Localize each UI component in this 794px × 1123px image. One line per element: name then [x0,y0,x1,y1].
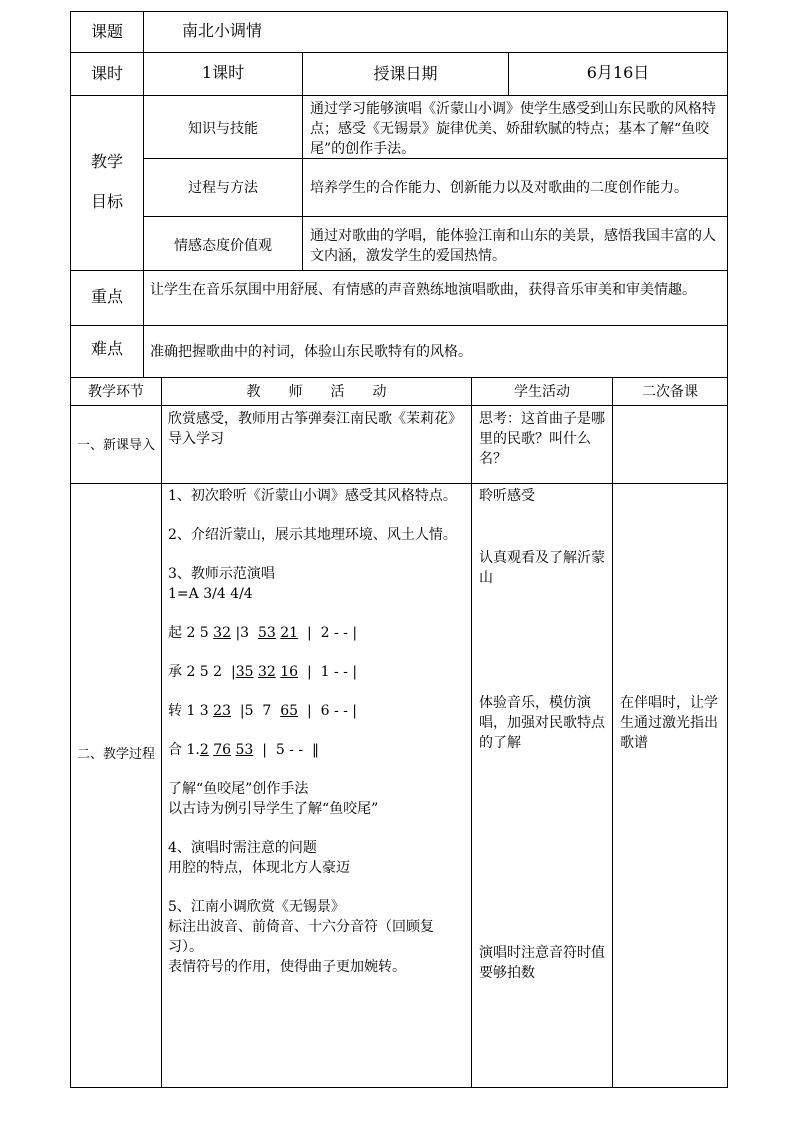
hline-6 [70,325,728,326]
activity-3-title: 3、教师示范演唱 [168,566,275,582]
score-line-qi: 起 2 5 32 |3 53 21 | 2 - - | [168,625,358,641]
score-line-cheng: 承 2 5 2 |35 32 16 | 1 - - | [168,664,358,680]
knowledge-label: 知识与技能 [188,121,258,137]
hline-9 [70,483,728,484]
key-point-label: 重点 [90,287,123,306]
activity-5-text1: 标注出波音、前倚音、十六分音符（回顾复习）。 [168,919,434,955]
stage2-name: 二、教学过程 [76,747,155,762]
hours-label: 课时 [90,64,123,83]
process-text: 培养学生的合作能力、创新能力以及对歌曲的二度创作能力。 [310,180,688,196]
second-preparation-note: 在伴唱时，让学生通过激光指出歌谱 [620,695,718,751]
column-student: 学生活动 [514,384,570,400]
hline-4 [143,216,728,217]
stage1-teacher: 欣赏感受，教师用古筝弹奏江南民歌《茉莉花》导入学习 [168,411,462,447]
difficulty-label: 难点 [90,339,123,358]
hline-1 [70,52,728,53]
activity-4-text: 用腔的特点，体现北方人豪迈 [168,860,350,876]
activity-5-text2: 表情符号的作用，使得曲子更加婉转。 [168,959,406,975]
score-line-zhuan: 转 1 3 23 |5 7 65 | 6 - - | [168,703,358,719]
activity-2: 2、介绍沂蒙山，展示其地理环境、风土人情。 [168,527,457,543]
activity-4-title: 4、演唱时需注意的问题 [168,840,317,856]
emotion-text: 通过对歌曲的学唱，能体验江南和山东的美景，感悟我国丰富的人文内涵，激发学生的爱国热情。 [310,228,716,264]
table-border-right-lower [727,378,728,1088]
hline-7 [70,377,728,378]
hline-bottom [70,1087,728,1088]
table-border-left [70,11,71,1088]
vline-objectives [302,95,303,271]
emotion-label: 情感态度价值观 [174,238,272,254]
process-label: 过程与方法 [188,180,258,196]
activity-5-title: 5、江南小调欣赏《无锡景》 [168,899,345,915]
vline-teacher [471,377,472,1088]
objectives-label-line1: 教学 [90,152,123,171]
activity-1: 1、初次聆听《沂蒙山小调》感受其风格特点。 [168,488,457,504]
topic-value: 南北小调情 [182,21,263,40]
yu-yao-wei-line2: 以古诗为例引导学生了解“鱼咬尾” [168,801,379,817]
table-border-top [70,11,728,12]
stage2-teacher-activities [168,486,466,977]
score-line-he: 合 1.2 76 53 | 5 - - ‖ [168,742,319,758]
key-point-text: 让学生在音乐氛围中用舒展、有情感的声音熟练地演唱歌曲，获得音乐审美和审美情趣。 [150,282,696,298]
column-second: 二次备课 [642,384,698,400]
topic-label: 课题 [90,22,123,41]
column-stage: 教学环节 [88,384,144,400]
hline-2 [70,95,728,96]
student-activity-3: 体验音乐，模仿演唱，加强对民歌特点的了解 [479,695,605,751]
date-value: 6月16日 [586,63,650,82]
knowledge-text: 通过学习能够演唱《沂蒙山小调》使学生感受到山东民歌的风格特点；感受《无锡景》旋律优美、娇甜软腻的特点；基本了解“鱼咬尾”的创作手法。 [310,101,716,157]
difficulty-text: 准确把握歌曲中的衬词，体验山东民歌特有的风格。 [150,344,472,360]
key-signature: 1=A 3/4 4/4 [168,586,253,602]
objectives-label-line2: 目标 [90,192,123,211]
vline-student [612,377,613,1088]
vline-stage [161,377,162,1088]
column-teacher: 教 师 活 动 [246,384,387,400]
student-activity-1: 聆听感受 [479,488,535,504]
hline-5 [70,270,728,271]
stage1-name: 一、新课导入 [76,438,155,453]
hline-8 [70,405,728,406]
hours-value: 1课时 [201,63,245,82]
student-activity-2: 认真观看及了解沂蒙山 [479,550,605,586]
yu-yao-wei-line1: 了解“鱼咬尾”创作手法 [168,781,309,797]
stage1-student: 思考：这首曲子是哪里的民歌？叫什么名？ [479,411,605,467]
student-activity-4: 演唱时注意音符时值要够拍数 [479,945,605,981]
date-label: 授课日期 [373,64,438,83]
